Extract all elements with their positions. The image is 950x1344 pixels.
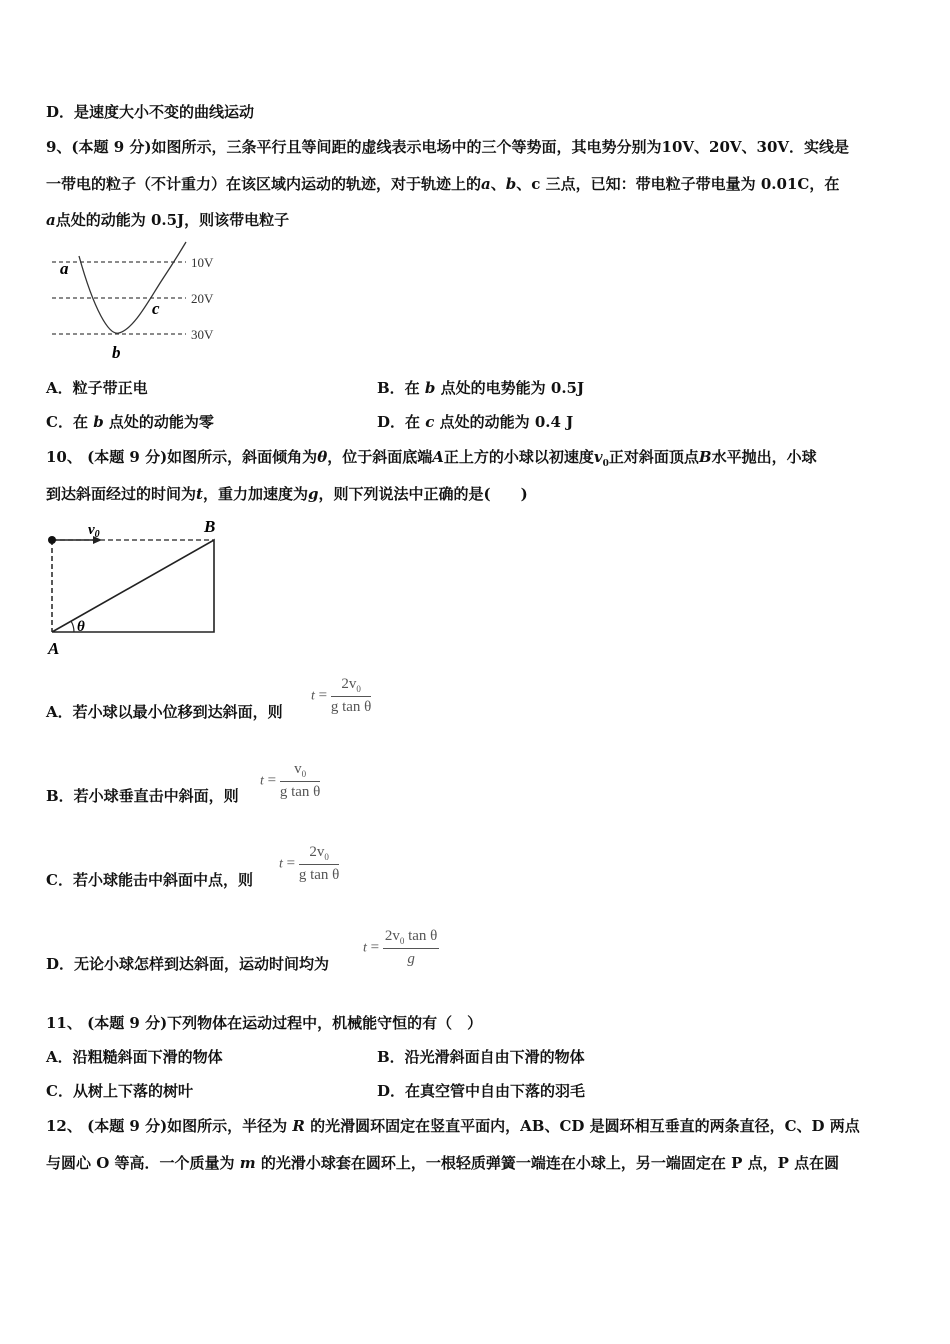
q9-option-c: C．在 b 点处的动能为零	[46, 413, 214, 431]
q11-option-b: B．沿光滑斜面自由下滑的物体	[377, 1048, 585, 1066]
ball	[48, 536, 56, 544]
label-A: A	[48, 639, 60, 658]
q9-option-b: B．在 b 点处的电势能为 0.5J	[377, 379, 585, 397]
q8-option-d: D．是速度大小不变的曲线运动	[46, 103, 255, 121]
q9-stem-line3: a点处的动能为 0.5J，则该带电粒子	[46, 211, 290, 229]
label-30v: 30V	[191, 327, 214, 342]
angle-arc	[71, 621, 74, 632]
label-B: B	[204, 517, 216, 536]
particle-trajectory	[79, 242, 186, 333]
q11-option-a: A．沿粗糙斜面下滑的物体	[46, 1048, 223, 1066]
q11-option-c: C．从树上下落的树叶	[46, 1082, 193, 1100]
label-b: b	[112, 343, 121, 362]
q9-option-d: D．在 c 点处的动能为 0.4 J	[377, 413, 574, 431]
q10-option-b: B．若小球垂直击中斜面，则	[46, 787, 239, 805]
q9-stem-line1: 9、(本题 9 分)如图所示，三条平行且等间距的虚线表示电场中的三个等势面，其电势分别为10V、20V、30V．实线是	[46, 138, 850, 156]
label-20v: 20V	[191, 291, 214, 306]
q10-formula-a: t = $\frac{2v_0}{\text{g tan θ}}$	[311, 676, 372, 715]
label-c: c	[152, 299, 160, 318]
label-theta: θ	[77, 619, 85, 635]
q10-stem-line2: 到达斜面经过的时间为t，重力加速度为g，则下列说法中正确的是( )	[46, 485, 528, 503]
label-a: a	[60, 259, 69, 278]
q10-figure	[44, 512, 228, 660]
q12-stem-line1: 12、 (本题 9 分)如图所示，半径为 R 的光滑圆环固定在竖直平面内，AB、CD 是圆环相互垂直的两条直径，C、D 两点	[46, 1117, 860, 1135]
q11-option-d: D．在真空管中自由下落的羽毛	[377, 1082, 586, 1100]
label-10v: 10V	[191, 255, 214, 270]
q9-figure	[44, 240, 234, 364]
label-v0: $v_0$	[88, 522, 100, 540]
q10-stem-line1: 10、 (本题 9 分)如图所示，斜面倾角为θ，位于斜面底端A正上方的小球以初速度$v_0$正对斜面顶点B水平抛出，小球	[46, 448, 817, 469]
q10-formula-c: t = $\frac{2v_0}{\text{g tan θ}}$	[279, 844, 340, 883]
q10-option-d: D．无论小球怎样到达斜面，运动时间均为	[46, 955, 330, 973]
q12-stem-line2: 与圆心 O 等高．一个质量为 m 的光滑小球套在圆环上，一根轻质弹簧一端连在小球上，另一端固定在 P 点，P 点在圆	[46, 1154, 840, 1172]
q10-formula-d: t = $\frac{2v_0 \tan \theta}{g}$	[363, 928, 438, 967]
q10-option-c: C．若小球能击中斜面中点，则	[46, 871, 253, 889]
q10-formula-b: t = $\frac{v_0}{\text{g tan θ}}$	[260, 761, 321, 800]
q11-stem: 11、 (本题 9 分)下列物体在运动过程中，机械能守恒的有（ ）	[46, 1014, 483, 1032]
q9-stem-line2: 一带电的粒子（不计重力）在该区域内运动的轨迹，对于轨迹上的a、b、c 三点，已知：带电粒子带电量为 0.01C，在	[46, 175, 840, 193]
q10-option-a: A．若小球以最小位移到达斜面，则	[46, 703, 283, 721]
q9-option-a: A．粒子带正电	[46, 379, 148, 397]
